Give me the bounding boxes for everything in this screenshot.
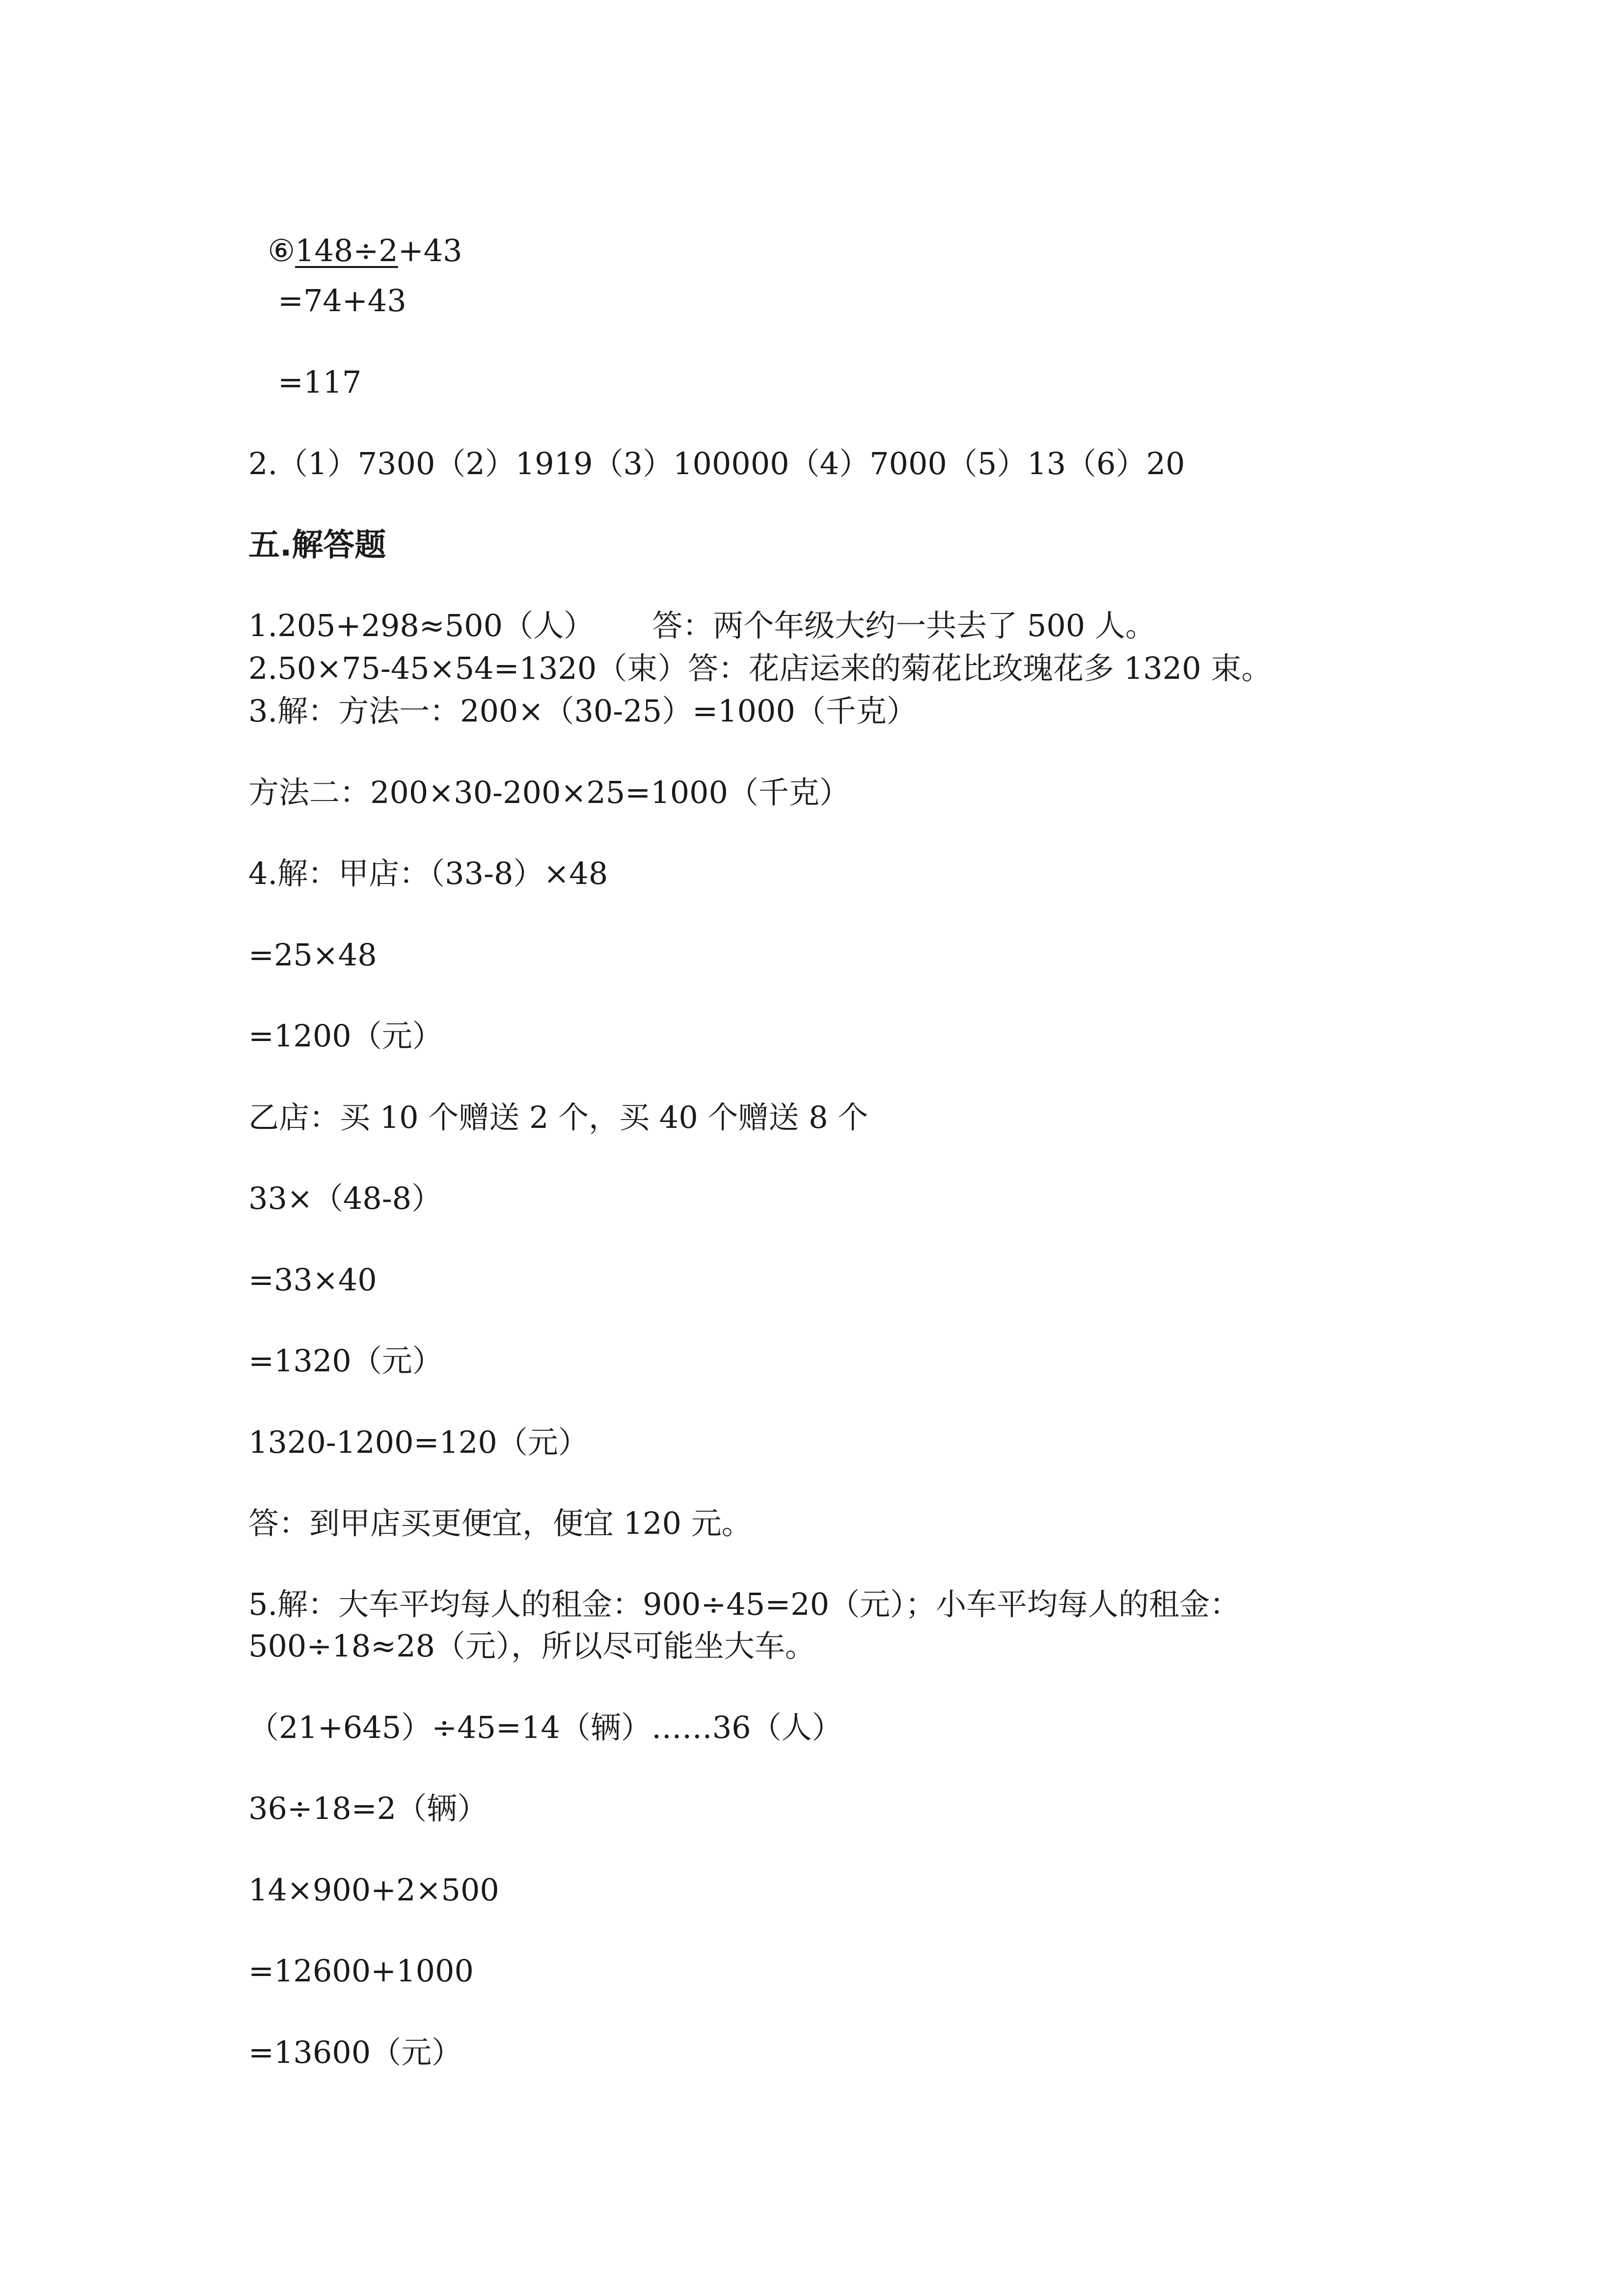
answer-3-method2: 方法二：200×30-200×25=1000（千克）: [248, 774, 850, 810]
answer-5-line: 500÷18≈28（元），所以尽可能坐大车。: [248, 1628, 816, 1664]
answer-5-line: =13600（元）: [248, 2034, 462, 2070]
section-heading: 五.解答题: [248, 527, 386, 563]
calc6-expression: [248, 205, 462, 266]
answer-5-line: 14×900+2×500: [248, 1872, 499, 1908]
circled-number: ⑥: [268, 233, 296, 268]
q2-answers: 2.（1）7300（2）1919（3）100000（4）7000（5）13（6）20: [248, 446, 1185, 481]
answer-4-line: 乙店：买 10 个赠送 2 个，买 40 个赠送 8 个: [248, 1099, 868, 1135]
answer-4-line: =1320（元）: [248, 1343, 443, 1379]
answer-3-method1: 3.解：方法一：200×（30-25）=1000（千克）: [248, 693, 917, 729]
answer-4-line: 33×（48-8）: [248, 1180, 442, 1216]
expression-rest: +43: [398, 233, 462, 268]
answer-2: 2.50×75-45×54=1320（束）答：花店运来的菊花比玫瑰花多 1320 束。: [248, 650, 1272, 686]
answer-4-line: 4.解：甲店：（33-8）×48: [248, 855, 608, 891]
answer-5-line: =12600+1000: [248, 1953, 474, 1989]
calc6-step2: =117: [278, 364, 362, 400]
answer-1: 1.205+298≈500（人） 答：两个年级大约一共去了 500 人。: [248, 608, 1156, 643]
underlined-step: 148÷2: [295, 233, 398, 268]
answer-5-line: 36÷18=2（辆）: [248, 1790, 488, 1826]
answer-4-conclusion: 答：到甲店买更便宜，便宜 120 元。: [248, 1505, 752, 1541]
answer-4-line: =25×48: [248, 937, 377, 973]
answer-4-line: =33×40: [248, 1262, 377, 1298]
answer-5-line: 5.解：大车平均每人的租金：900÷45=20（元）；小车平均每人的租金：: [248, 1586, 1241, 1622]
calc6-step1: =74+43: [278, 283, 406, 319]
answer-5-line: （21+645）÷45=14（辆）……36（人）: [248, 1709, 842, 1745]
answer-4-line: =1200（元）: [248, 1018, 443, 1054]
answer-4-line: 1320-1200=120（元）: [248, 1424, 589, 1460]
